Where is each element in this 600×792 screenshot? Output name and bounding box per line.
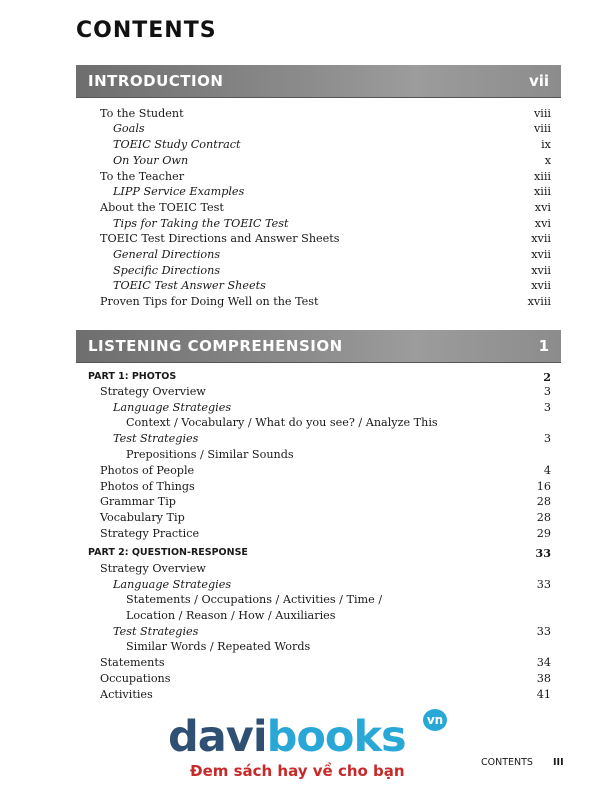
toc-entry: To the Teacher xiii: [100, 170, 551, 183]
davibooks-logo: davibooks: [168, 712, 406, 762]
section-title: INTRODUCTION: [88, 72, 224, 90]
page-number: III: [553, 757, 564, 768]
page-title: CONTENTS: [76, 18, 217, 43]
part-heading: PART 1: PHOTOS 2: [88, 370, 551, 384]
toc-entry: Strategy Practice 29: [100, 527, 551, 540]
toc-entry: Occupations 38: [100, 672, 551, 685]
toc-subentry: Test Strategies 3: [113, 432, 551, 445]
toc-entry: About the TOEIC Test xvi: [100, 201, 551, 214]
toc-entry: Vocabulary Tip 28: [100, 511, 551, 524]
toc-entry: Strategy Overview 3: [100, 385, 551, 398]
toc-detail: Location / Reason / How / Auxiliaries: [126, 609, 336, 622]
toc-subentry: LIPP Service Examples xiii: [113, 185, 551, 198]
part-heading: PART 2: QUESTION-RESPONSE 33: [88, 546, 551, 560]
toc-detail: Statements / Occupations / Activities / Time /: [126, 593, 383, 606]
toc-entry: Photos of People 4: [100, 464, 551, 477]
toc-subentry: On Your Own x: [113, 154, 551, 167]
toc-detail: Context / Vocabulary / What do you see? / Analyze This: [126, 416, 438, 429]
divider: [76, 362, 561, 363]
toc-entry: Statements 34: [100, 656, 551, 669]
toc-entry: Photos of Things 16: [100, 480, 551, 493]
toc-subentry: Tips for Taking the TOEIC Test xvi: [113, 217, 551, 230]
section-page: vii: [528, 72, 549, 90]
vn-badge: vn: [423, 709, 447, 731]
toc-detail: Prepositions / Similar Sounds: [126, 448, 294, 461]
toc-entry: Activities 41: [100, 688, 551, 701]
section-title: LISTENING COMPREHENSION: [88, 337, 343, 355]
toc-subentry: Goals viii: [113, 122, 551, 135]
divider: [76, 97, 561, 98]
toc-entry: To the Student viii: [100, 107, 551, 120]
toc-subentry: Specific Directions xvii: [113, 264, 551, 277]
toc-entry: TOEIC Test Directions and Answer Sheets xvii: [100, 232, 551, 245]
toc-entry: Proven Tips for Doing Well on the Test xviii: [100, 295, 551, 308]
toc-entry: Grammar Tip 28: [100, 495, 551, 508]
section-banner-listening: [76, 330, 561, 362]
section-page: 1: [538, 337, 549, 355]
toc-subentry: Language Strategies 33: [113, 578, 551, 591]
section-banner-introduction: [76, 65, 561, 97]
toc-subentry: General Directions xvii: [113, 248, 551, 261]
toc-subentry: TOEIC Study Contract ix: [113, 138, 551, 151]
logo-tagline: Đem sách hay về cho bạn: [190, 762, 405, 780]
toc-subentry: TOEIC Test Answer Sheets xvii: [113, 279, 551, 292]
toc-subentry: Language Strategies 3: [113, 401, 551, 414]
toc-subentry: Test Strategies 33: [113, 625, 551, 638]
toc-entry: Strategy Overview: [100, 562, 206, 575]
toc-detail: Similar Words / Repeated Words: [126, 640, 311, 653]
footer-label: CONTENTS: [481, 757, 533, 768]
